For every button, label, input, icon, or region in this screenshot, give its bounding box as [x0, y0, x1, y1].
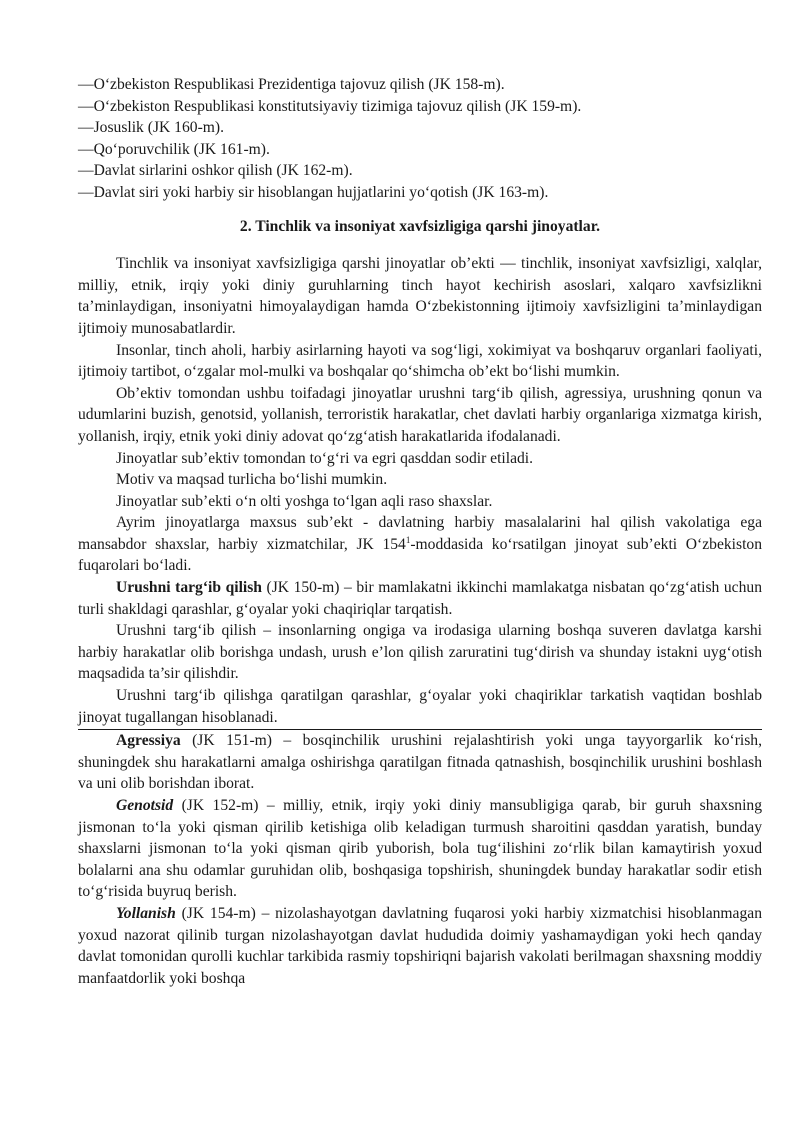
paragraph-subjective-side: Jinoyatlar sub’ektiv tomondan to‘g‘ri va egri qasddan sodir etiladi.: [116, 449, 534, 467]
paragraph-genocide: [78, 795, 762, 903]
term-war-propaganda: Urushni targ‘ib qilish: [116, 579, 262, 597]
paragraph-text: (JK 154-m) – nizolashayotgan davlatning fuqarosi yoki harbiy xizmatchisi hisoblanmagan yoxud nazorat qilinib turgan nizolashayotgan davlat hududida doimiy yashamaydigan yoki hech qanday davlat tomonidan qurolli kuchlar tarkibida rasmiy topshiriqni bajarish vakolati berilmagan shaxsning moddiy manfaatdorlik yoki boshqa: [78, 904, 762, 987]
list-item: —O‘zbekiston Respublikasi konstitutsiyaviy tizimiga tajovuz qilish (JK 159-m).: [78, 97, 582, 115]
paragraph-mercenarism: [78, 903, 762, 989]
paragraph-text: Ayrim jinoyatlarga maxsus sub’ekt - davlatning harbiy masalalarini hal qilish vakolatiga ega mansabdor shaxslar, harbiy xizmatchilar, JK 154: [78, 514, 762, 553]
document-page: [78, 74, 762, 989]
list-item: —Josuslik (JK 160-m).: [78, 119, 224, 137]
section-heading: 2. Tinchlik va insoniyat xavfsizligiga qarshi jinoyatlar.: [239, 217, 601, 235]
crime-list: [78, 74, 762, 204]
paragraph-aggression: [78, 730, 762, 795]
term-genocide: Genotsid: [116, 797, 174, 814]
paragraph-war-propaganda-completion: Urushni targ‘ib qilishga qaratilgan qarashlar, g‘oyalar yoki chaqiriklar tarkatish vaqtidan boshlab jinoyat tugallangan hisoblanadi.: [78, 687, 762, 726]
list-item: —Davlat sirlarini oshkor qilish (JK 162-m).: [78, 162, 353, 180]
list-item: —Davlat siri yoki harbiy sir hisoblangan hujjatlarini yo‘qotish (JK 163-m).: [78, 183, 549, 201]
term-aggression: Agressiya: [116, 732, 181, 750]
paragraph-text: (JK 152-m) – milliy, etnik, irqiy yoki diniy mansubligiga qarab, bir guruh shaxsning jismonan to‘la yoki qisman qirilib ketishiga olib keladigan turmush sharoitini qasddan yaratish, bunday shaxslarni jismonan to‘la yoki qisman qirib yuborish, bola tug‘ilishini zo‘rlik bilan kamaytirish yoxud bolalarni ana shu odamlar guruhidan olib, boshqasiga topshirish, shuningdek bunday harakatlar sodir etish to‘g‘risida buyruq berish.: [78, 797, 762, 901]
superscript: 1: [405, 534, 411, 545]
paragraph-war-propaganda-definition: Urushni targ‘ib qilish – insonlarning ongiga va irodasiga ularning boshqa suveren davlatga karshi harbiy harakatlar olib borishga undash, urush e’lon qilish zaruratini tug‘dirish va shunday istakni uyg‘otish maqsadida ta’sir qilishdir.: [78, 622, 762, 683]
paragraph-special-subject: [78, 512, 762, 577]
paragraph-war-propaganda: [78, 577, 762, 620]
paragraph-text: (JK 151-m) – bosqinchilik urushini rejalashtirish yoki unga tayyorgarlik ko‘rish, shuningdek shu harakatlarni amalga oshirishga qaratilgan fitnada qatnashish, bosqinchilik urushini boshlash va uni olib borishdan iborat.: [78, 732, 762, 793]
term-mercenarism: Yollanish: [116, 904, 176, 922]
paragraph-additional-object: Insonlar, tinch aholi, harbiy asirlarning hayoti va sog‘ligi, xokimiyat va boshqaruv organlari faoliyati, ijtimoiy tartibot, o‘zgalar mol-mulki va boshqalar qo‘shimcha ob’ekt bo‘lishi mumkin.: [78, 341, 762, 381]
paragraph-objective-side: Ob’ektiv tomondan ushbu toifadagi jinoyatlar urushni targ‘ib qilish, agressiya, urushning qonun va udumlarini buzish, genotsid, yollanish, terroristik harakatlar, chet davlati harbiy organlariga xizmatga kirish, yollanish, irqiy, etnik yoki diniy adovat qo‘zg‘atish harakatlarida ifodalanadi.: [78, 384, 762, 445]
paragraph-subject: Jinoyatlar sub’ekti o‘n olti yoshga to‘lgan aqli raso shaxslar.: [116, 492, 493, 510]
paragraph-motive: Motiv va maqsad turlicha bo‘lishi mumkin.: [116, 471, 388, 489]
paragraph-text: (JK 150-m) – bir mamlakatni ikkinchi mamlakatga nisbatan qo‘zg‘atish uchun turli shakldagi qarashlar, g‘oyalar yoki chaqiriqlar tarqatish.: [78, 579, 762, 618]
paragraph-object: Tinchlik va insoniyat xavfsizligiga qarshi jinoyatlar ob’ekti — tinchlik, insoniyat xavfsizligi, xalqlar, milliy, etnik, irqiy yoki diniy guruhlarning tinch hayot kechirish asoslari, xalqaro xavfsizlikni ta’minlaydigan, insoniyatni himoyalaydigan hamda O‘zbekistonning ijtimoiy xavfsizligini ta’minlaydigan ijtimoiy munosabatlardir.: [78, 255, 762, 337]
list-item: —Qo‘poruvchilik (JK 161-m).: [78, 140, 270, 158]
list-item: —O‘zbekiston Respublikasi Prezidentiga tajovuz qilish (JK 158-m).: [78, 76, 505, 93]
paragraph-text: -moddasida ko‘rsatilgan jinoyat sub’ekti O‘zbekiston fuqarolari bo‘ladi.: [78, 535, 762, 575]
